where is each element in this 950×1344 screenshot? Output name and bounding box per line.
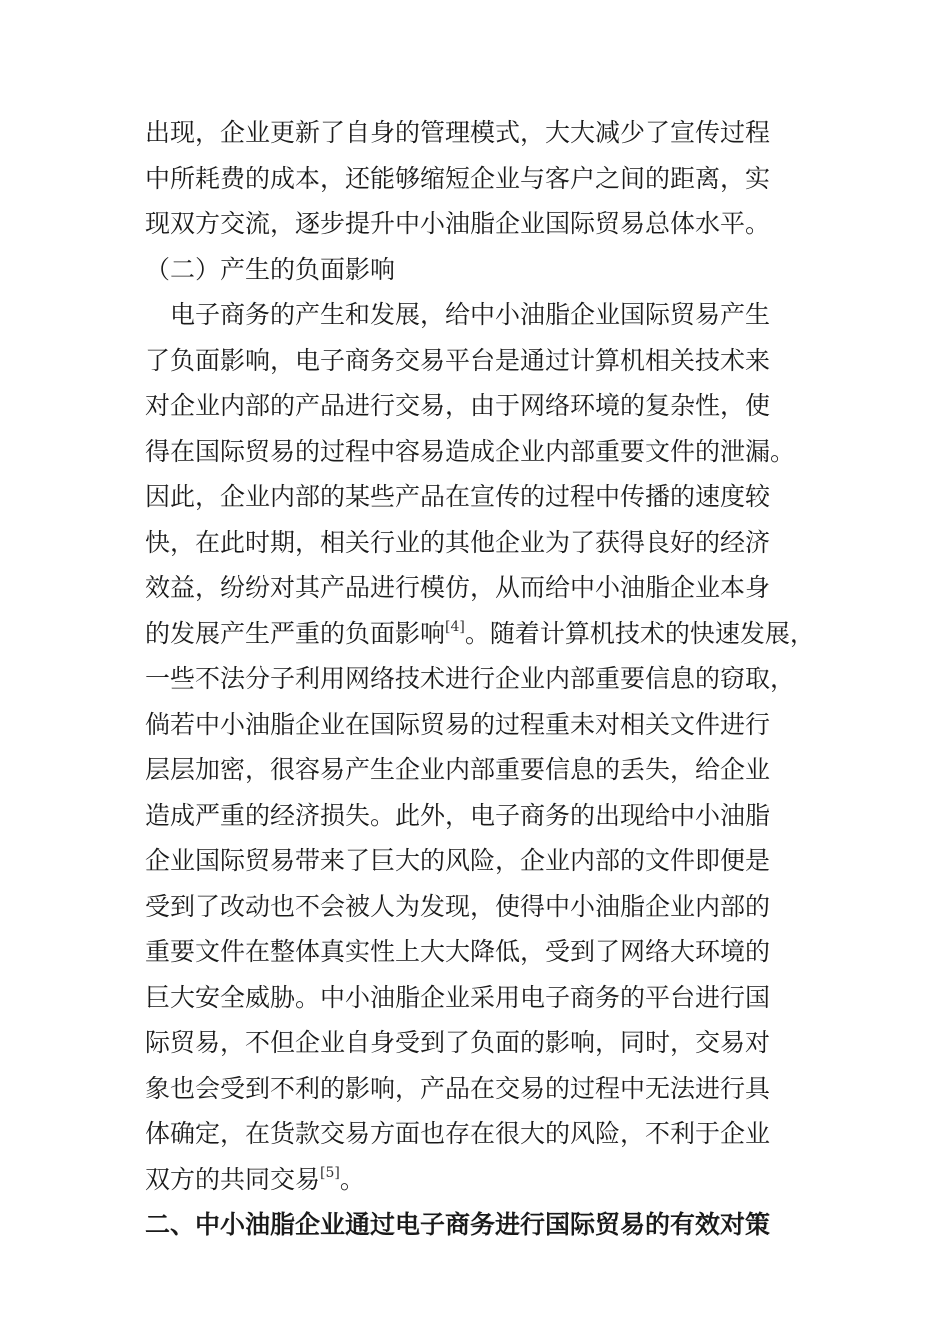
paragraph-line: 因此，企业内部的某些产品在宣传的过程中传播的速度较 <box>145 482 771 511</box>
paragraph-line: 现双方交流，逐步提升中小油脂企业国际贸易总体水平。 <box>145 209 771 238</box>
paragraph-text: 的发展产生严重的负面影响 <box>145 618 446 648</box>
paragraph-text: 双方的共同交易 <box>145 1164 321 1194</box>
paragraph-line: 电子商务的产生和发展，给中小油脂企业国际贸易产生 <box>145 300 771 329</box>
section-heading: 二、中小油脂企业通过电子商务进行国际贸易的有效对策 <box>145 1210 771 1239</box>
document-body <box>145 110 845 1248</box>
paragraph-line: 中所耗费的成本，还能够缩短企业与客户之间的距离，实 <box>145 163 771 193</box>
paragraph-line: 体确定，在货款交易方面也存在很大的风险，不利于企业 <box>145 1119 771 1148</box>
paragraph-line: 受到了改动也不会被人为发现，使得中小油脂企业内部的 <box>145 891 771 921</box>
paragraph-line: 层层加密，很容易产生企业内部重要信息的丢失，给企业 <box>145 755 771 784</box>
paragraph-line: 造成严重的经济损失。此外，电子商务的出现给中小油脂 <box>145 800 771 830</box>
paragraph-line: 了负面影响，电子商务交易平台是通过计算机相关技术来 <box>145 345 771 375</box>
paragraph-line: 快，在此时期，相关行业的其他企业为了获得良好的经济 <box>145 527 771 557</box>
paragraph-line: 倘若中小油脂企业在国际贸易的过程重未对相关文件进行 <box>145 709 771 739</box>
citation-marker[interactable]: [4] <box>445 618 465 635</box>
paragraph-line: 一些不法分子利用网络技术进行企业内部重要信息的窃取， <box>145 664 796 693</box>
paragraph-line: 企业国际贸易带来了巨大的风险，企业内部的文件即便是 <box>145 846 771 875</box>
subsection-title: （二）产生的负面影响 <box>145 254 396 284</box>
paragraph-line: 出现，企业更新了自身的管理模式，大大减少了宣传过程 <box>145 118 771 147</box>
paragraph-line: 际贸易，不但企业自身受到了负面的影响，同时，交易对 <box>145 1028 771 1057</box>
paragraph-line: 巨大安全威胁。中小油脂企业采用电子商务的平台进行国 <box>145 982 771 1012</box>
paragraph-line <box>145 611 845 657</box>
paragraph-text: 。随着计算机技术的快速发展， <box>464 618 815 648</box>
paragraph-line: 得在国际贸易的过程中容易造成企业内部重要文件的泄漏。 <box>145 436 796 466</box>
paragraph-line: 效益，纷纷对其产品进行模仿，从而给中小油脂企业本身 <box>145 573 771 602</box>
paragraph-line: 对企业内部的产品进行交易，由于网络环境的复杂性，使 <box>145 391 771 420</box>
paragraph-line: 重要文件在整体真实性上大大降低，受到了网络大环境的 <box>145 937 771 966</box>
paragraph-text: 。 <box>339 1164 365 1194</box>
citation-marker[interactable]: [5] <box>320 1164 340 1181</box>
paragraph-line: 象也会受到不利的影响，产品在交易的过程中无法进行具 <box>145 1073 771 1103</box>
paragraph-line <box>145 1157 845 1203</box>
